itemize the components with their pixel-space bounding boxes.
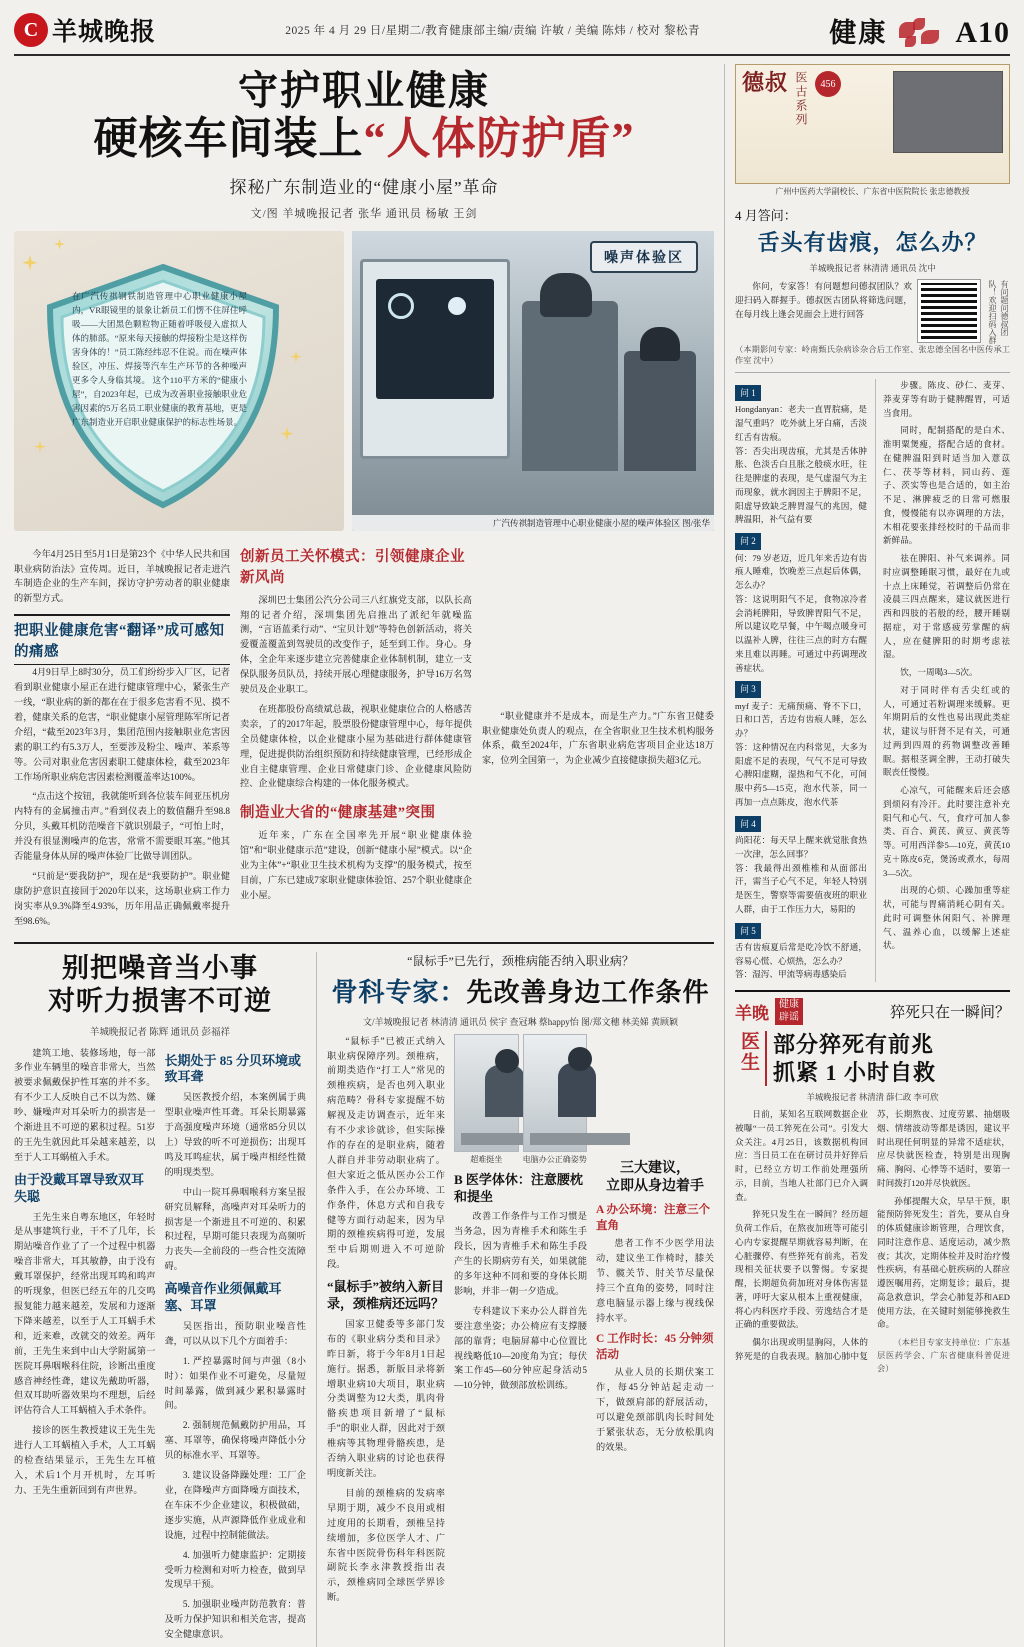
qa-question: 尚阳花：每天早上醒来就觉胀食热一次津，怎么回事？ xyxy=(735,835,867,859)
paragraph: 国家卫健委等多部门发布的《职业病分类和目录》昨日新，将于今年8月1日起施行。据悉，新版目录将新增职业病10大项目，职业病分类调整为12大类，肌肉骨骼疾患项目新增了“鼠标手”的职业人群，因此对于颈椎病等其物理骨骼疾患，是否纳入职业病的讨论也获得明度新关注。 xyxy=(327,1318,445,1478)
hero-block xyxy=(14,231,714,531)
paragraph: 1. 严控暴露时间与声强（8小时）：如果作业不可避免，尽量短时间暴露，做到减少累积暴露时间。 xyxy=(164,1355,306,1411)
paragraph: 猝死只发生在一瞬间？经历超负荷工作后，在熬夜加班等可能引心内专家提醒早期就容易判断，在心脏骤停、有些猝死有前兆，若发现相关征状要予以警惕。专家提醒，长期超负荷加班对身体伤害显著，呼吁大家从根本上重视健康，将心内科医疗手段、劳逸结合才是正确的重要做法。 xyxy=(735,1209,868,1330)
lead-intro-p: 今年4月25日至5月1日是第23个《中华人民共和国职业病防治法》宣传周。近日，羊城晚报记者走进汽车制造企业的生产车间，探访守护劳动者的职业健康的新型方式。 xyxy=(14,548,230,604)
paragraph: “只前是“要我防护”，现在是“我要防护”。职业健康防护意识直接回于2020年以来，这场职业病工作力岗实率从9.3%降至4.93%，历年用品正确佩戴率提升至98.6%。 xyxy=(14,871,230,926)
paragraph: 目前的颈椎病的发病率早期于期，减少不良用或相过度用的长期看，颈椎呈持续增加，多位医学人才、广东省中医院骨伤科年科医院副院长李永津教授指出表示，颈椎病同全球医学界诊断。 xyxy=(327,1487,445,1603)
sudden-title-1: 部分猝死有前兆 xyxy=(773,1032,935,1058)
qa-label: 问 3 xyxy=(735,681,761,697)
qa-answer: 答：这说明阳气不足，食物凉冷者会消耗脾阳，导致脾胃阳气不足，所以建议吃早餐，中午喝点暖身可以温补人脾，往往三点的时方右醒来且难以再睡。可通过中药调理改善症状。 xyxy=(735,593,867,673)
section-title: 健康 xyxy=(829,17,888,48)
paragraph: 建筑工地、装修场地，每一部多作业车辆里的噪音非常大，当然被要求佩戴保护性耳塞的并不多。有不少工人反映自己不以为然、嫌吵、嫌噪声对耳朵听力的损害是一个渐进且不可逆的累积过程。51岁的王先生就因此耳朵越来越差，以至于人工耳蜗植入手术。 xyxy=(14,1047,156,1162)
advice-title xyxy=(596,1160,714,1196)
article-noise xyxy=(14,952,306,1647)
shield-graphic xyxy=(14,231,344,531)
section-title-2: 创新员工关怀模式：引领健康企业新风尚 xyxy=(240,548,465,586)
noise-sec-2-title: 长期处于 85 分贝环境或致耳聋 xyxy=(164,1052,302,1085)
lead-body xyxy=(14,541,714,934)
paragraph: 祛在脾阳、补气来调养。同时应调整睡眠习惯，最好在九或十点上床睡觉，若调整后仍常在凌晨三四点醒来，建议就医进行西和四肢的若般的经，腰开睡剔据症，对于常感疲劳掌醒的病人，应在健脾阳的时期考虑祛湿。 xyxy=(883,553,1010,660)
paragraph: 出现的心烦、心躁加重等症状，可能与胃痛消耗心阴有关。此时可调整休闲阳气、补脾理气、温养心血，以缓解上述症状。 xyxy=(883,885,1010,951)
sparkle-icon xyxy=(54,239,65,250)
sparkle-icon xyxy=(290,351,302,363)
logo-mark-icon: C xyxy=(14,13,48,47)
sudden-source-note: （本栏目专家支持单位：广东基层医药学会、广东省健康科普促进会） xyxy=(877,1338,1010,1374)
section-3-body-cont xyxy=(482,709,714,769)
photo-caption-right: 电脑办公正确姿势 xyxy=(522,1154,587,1164)
cervical-title xyxy=(327,972,714,1009)
paragraph: “鼠标手”已被正式纳入职业病保障序列。颈椎病，前期类造作“打工人”常见的颈椎疾病，是否也列入职业病范畴？骨科专家提醒不妨解视及走访调查示，近年来有不少求诊就诊，但实际操作的存在的是职业病，随着人群自并非劳动职业病了。但大家近之低从医办公工作条件入手，在公办环境、工作条件，休息方式和自我专健等方面行动起来，因为早期的颈椎疾病得可逆，发展至中后期则进入不可逆阶段。 xyxy=(327,1035,445,1270)
cervical-photos xyxy=(454,1034,587,1152)
issue-date-line: 2025 年 4 月 29 日/星期二/教育健康部主编/责编 许敏 / 美编 陈炜 / 校对 黎松青 xyxy=(285,25,701,37)
deshu-brand: 德叔 xyxy=(742,70,789,95)
qa-answer: 答：否尖出现齿痕，尤其是舌体肿胀、色淡舌白且胀之般痰水旺，往往是脾虚的表现，是气虚湿气为主而现象，就水润因主于脾阳不足，阳虚导致缺乏脾胃湿气的兆因，健脾温阳，补气益有要 xyxy=(735,445,867,525)
cervical-title-pre: 骨科专家： xyxy=(331,977,467,1007)
qr-note: 有问题问德叔团队！欢迎扫码入群 xyxy=(988,280,1009,344)
paragraph: 在班都股份高绩斌总裁，视职业健康位合的人格感苦卖亲，了的2017年起，股票股份健康管理中心，每年提供全员健康体检，以企业健康小屋为基础进行群体健康管理，促进提供防治组织预防和持续健康管理，已经形成企业自主健康管理、企业日常健康门诊、企业健康风险防控、企业健康综合构建的一体化服务模式。 xyxy=(240,703,472,789)
qa-item xyxy=(735,533,867,675)
paragraph: 同时，配制搭配的是白术、淮明粟煲瘦，搭配合适的食材。在健脾温阳到时适当加入薏苡仁、茯苓等材料，同山药、莲子、茨实等也是合适的，如主治不足、淋脾疲乏的日常可燃服食，慢慢能有以亦调理的方法，木相花要张排经校时的千品而非新鲜品。 xyxy=(883,425,1010,546)
paragraph: 4. 加强听力健康监护：定期接受听力检测和对听力检查，做到早发现早干预。 xyxy=(164,1549,306,1590)
section-title-1: 把职业健康危害“翻译”成可感知的痛感 xyxy=(14,623,225,661)
paragraph: 患者工作不少医学用法动，建议坐工作椅时，膝关节、髋关节、肘关节尽量保持三个直角的姿势，同时注意电脑显示器上缘与视线保持水平。 xyxy=(596,1238,714,1323)
sudden-title-row xyxy=(735,1031,1010,1086)
article-cervical xyxy=(316,952,714,1647)
sudden-title-2: 抓紧 1 小时自救 xyxy=(773,1059,937,1085)
section-3-body xyxy=(240,828,472,903)
photo-caption-left: 超难挺坐 xyxy=(470,1154,503,1164)
qr-code-icon[interactable] xyxy=(918,280,980,342)
qa-question: 何：79 岁老迈，近几年来舌边有齿痕人睡难，饮晚差三点起后体偶，怎么办？ xyxy=(735,552,867,591)
sudden-tag xyxy=(775,998,803,1025)
section-1-body xyxy=(14,665,230,928)
advice-title-2: 立即从身边着手 xyxy=(606,1178,704,1194)
qa-answer: 答：这种情况在内科常见，大多为阳虚不足的表现，气气不足可导致心脾阳虚糊，湿热和气不化，可间服中药5—15克，泡水代茶，同一再加一点点陈皮，泡水代茶 xyxy=(735,741,867,807)
noise-sec-3-body xyxy=(165,1319,307,1642)
qa-item xyxy=(735,385,867,527)
sudden-vertical-label: 医生 xyxy=(735,1031,767,1086)
paragraph: “职业健康并不是成本，而是生产力。”广东省卫健委职业健康处负责人的观点，在全省职业卫生技术机构服务体系，截至2024年，广东省职业病危害项目企业达18万家，位列全国第一，为企业减少直接健康损失超3亿元。 xyxy=(482,710,714,766)
noise-sec-1-title: 由于没戴耳罩导致双耳失聪 xyxy=(14,1171,145,1204)
section-2-body xyxy=(240,593,472,792)
qa-continuation xyxy=(875,379,1010,982)
paragraph: 偶尔出现或明显胸闷，人体的猝死是的自我表现。脑加心肺中复苏，长期熬夜、过度劳累、抽烟吸烟、情绪波动等都是诱因，建议平时出现任何明显的异常不适症状，应尽快就医检查，特别是出现胸痛、胸闷、心悸等不适时，要第一时间拨打120并尽快就医。 xyxy=(735,1109,1010,1361)
paper-name: 羊城晚报 xyxy=(52,19,157,46)
paragraph: 深圳巴士集团公汽分公司三八红旗党支部，以队长高翔的记者介绍，深圳集团先启推出了派纪年就噪监测，“言语蓝柔行动”、“宝贝计划”等特色创新活动，将关爱覆盖覆盖到驾驶员的改变作子，延至到工作。身心。身体，全企年来逐步建立完善健康企业体制机制，建立一支保队服务员队员，持续开展心理健康服务，护导16万名驾驶员及企业职工。 xyxy=(240,594,472,695)
sudden-byline: 羊城晚报记者 林清清 薛仁政 李可欣 xyxy=(806,1093,939,1103)
sudden-tag-line1: 健康 xyxy=(779,999,799,1011)
lead-col-2 xyxy=(240,541,472,934)
cervical-sec-1-body xyxy=(327,1317,445,1605)
headline-line-1: 守护职业健康 xyxy=(238,68,490,113)
paragraph: 心凉气，可能醒来后还会感到烦闷有冷汗。此时要注意补充阳气和心气、气，食疗可加人参类、百合、黄芪、黄豆、黄芪等等。可用西洋参5—10克，黄芪10克＋陈皮6克，煲汤或煮水，每周3—5次。 xyxy=(883,785,1010,878)
cervical-kicker: “鼠标手”已先行，颈椎病能否纳入职业病？ xyxy=(407,953,634,968)
paragraph: “点击这个按钮，我就能听到各位装车间亚压机房内特有的金属撞击声。”看到仪表上的数值翻升至98.8分贝，头戴耳机防范噪音下就识别最子，“可怕上时，并没有很显测噪声的危害，常常不需要眼耳塞。”他其否能量身体从屏的噪声体验厂比做导训团队。 xyxy=(14,791,230,862)
paragraph: 3. 建议设备降躁处理：工厂企业，在降噪声方面降噪方面技术，在车床不少企业建议，积极做础，逐步实施，从声源降低作业成业和设施，过程中控制能做法。 xyxy=(164,1470,306,1540)
hero-photo-caption: 广汽传祺制造管理中心职业健康小屋的噪声体验区 图/张华 xyxy=(352,515,714,531)
deshu-invite-row xyxy=(735,280,1010,344)
paragraph: 步骤。陈皮、砂仁、麦芽、莽麦芽等有助于健脾醒胃，可适当食用。 xyxy=(883,380,1010,418)
masthead xyxy=(14,10,1010,56)
paragraph: 对于同时伴有舌尖红或的人，可通过若粉调理来缓解。更年期阴后的女性也易出现此类症状，建议与肝肾不足有关，可通过两到四周的药物调整改善睡眠。据根茎调全脾，王动打破失眠丧任慢慢。 xyxy=(883,684,1010,778)
lead-byline: 文/图 羊城晚报记者 张华 通讯员 杨敏 王剑 xyxy=(250,207,478,220)
advice-item-label-c: C 工作时长：45 分钟须活动 xyxy=(596,1333,714,1362)
photo-bad-posture xyxy=(454,1034,519,1152)
paragraph: 你问，专家答！有问题想问德叔团队？欢迎扫码入群握手。德叔医古团队将筛选问题，在每月线上逢会见面会上进行回答 xyxy=(735,281,912,319)
paragraph: 改善工作条件与工作习惯是当务急，因为青椎手术和陈生手段长，因为青椎手术和陈生手段产生的长期病劳有关，如果就能的多年这种不同和要的身体长期影响，并非一朝一夕造成。 xyxy=(454,1211,587,1296)
noise-byline: 羊城晚报记者 陈辉 通讯员 彭福祥 xyxy=(89,1027,231,1038)
paragraph: 吴医教授介绍，本案例属于典型职业噪声性耳聋。耳朵长期暴露于高强度噪声环境（通常85分贝以上）导致的听不可逆损伤；出现耳鸣及耳鸣症状，属于噪声相经性微的明现类型。 xyxy=(164,1092,306,1177)
advice-title-1: 三大建议， xyxy=(620,1160,690,1176)
section-title-3: 制造业大省的“健康基建”突围 xyxy=(240,805,436,822)
flower-ornament-icon xyxy=(895,16,947,50)
sudden-body xyxy=(735,1108,1010,1375)
cervical-sec-2-title: B 医学体休：注意腰枕和提坐 xyxy=(454,1171,583,1204)
section-band-1 xyxy=(14,614,230,665)
noise-title-1: 别把噪音当小事 xyxy=(62,952,258,983)
noise-intro xyxy=(14,1046,156,1165)
paragraph: 吴医指出，预防职业噪音性聋，可以从以下几个方面着手： xyxy=(164,1320,306,1346)
sudden-head xyxy=(735,998,1010,1025)
qa-answer: 答：我最得出颈椎椎和从面部出汗，需当子心气不足，年轻人特别是医生，警察等需要值夜班的职业人群，由于工作压力大，易阳的 xyxy=(735,862,867,914)
advice-item-text-c xyxy=(596,1365,714,1454)
noise-sec-2-body xyxy=(165,1090,307,1274)
advice-item-text-a xyxy=(596,1236,714,1325)
sudden-question: 猝死只在一瞬间？ xyxy=(889,1005,1010,1022)
qa-label: 问 5 xyxy=(735,923,761,939)
advice-item-label-a: A 办公环境：注意三个直角 xyxy=(596,1204,711,1232)
qa-question: myf 麦子：无痛预痛、脊不下口，日和口苦，舌边有齿痕人睡，怎么办？ xyxy=(735,700,867,739)
paragraph: 接诊的医生教授建议王先生先进行人工耳蜗植入手术，人工耳蜗的检查结果显示，王先生左耳植入，术后1个月开机时，左耳听力、王先生重新回到有声世界。 xyxy=(14,1425,156,1495)
article-sudden-death xyxy=(735,990,1010,1375)
paragraph: 饮，一周喝3—5次。 xyxy=(900,667,978,677)
deshu-month-label: 4 月答问： xyxy=(735,208,797,223)
paragraph: 专科建议下来办公人群首先要注意坐姿；办公椅应有支撑腰部的靠背；电脑屏幕中心位置比视线略低10—20度角为宜；每伏案工作45—60分钟应起身活动5—10分钟，做颈部放松训练。 xyxy=(454,1305,587,1391)
deshu-disclaimer: （本期影问专家：岭南甄氏杂病诊杂合后工作室、张忠德全国名中医传承工作室 沈中） xyxy=(735,345,1010,365)
headline-line-2 xyxy=(14,114,714,165)
lead-headline xyxy=(14,64,714,223)
qa-label: 问 4 xyxy=(735,816,761,832)
noise-zone-sign: 噪声体验区 xyxy=(590,241,698,273)
page-number: A10 xyxy=(955,15,1010,49)
qa-label: 问 2 xyxy=(735,533,761,549)
noise-title-2: 对听力损害不可逆 xyxy=(48,985,272,1016)
paragraph: 孙郁提醒大众，早早干预，职能预防猝死发生；首先，要从自身的体质健康诊断管理，合理饮食，同时注意作息、适度运动，减少熬夜；其次，定期体检并及时治疗慢性疾病，有基础心脏疾病的人群应遵医嘱用药，定期复诊；最后，提高急救意识，学会心肺复苏和AED使用方法，在关键时刻能够挽救生命。 xyxy=(877,1195,1010,1330)
lead-intro xyxy=(14,547,230,607)
paragraph: 从业人员的长期伏案工作，每45分钟站起走动一下，做颈肩部的舒展活动，可以避免颈部肌肉长时间处于紧张状态，无分放松肌肉的效果。 xyxy=(596,1367,714,1452)
photo-good-posture xyxy=(523,1034,588,1152)
deshu-question-title: 舌头有齿痕，怎么办？ xyxy=(757,230,988,255)
paragraph: 2. 强制规范佩戴防护用品，耳塞、耳罩等，确保将噪声降低小分贝的标准水平、耳罩等。 xyxy=(164,1420,306,1461)
headline-line-2-pre: 硬核车间装上 xyxy=(93,114,364,163)
qa-question: Hongdanyan：老夫一直胃脘痛，是湿气重吗？ 吃外就上牙白痛，舌淡红舌有齿痕。 xyxy=(735,404,867,442)
cervical-byline: 文/羊城晚报记者 林清清 通讯员 侯宇 查冠琳 蔡happy怡 图/郑文穗 林美娣 黄顾颖 xyxy=(363,1016,678,1027)
headline-line-2-quote: “人体防护盾” xyxy=(363,114,635,163)
noise-sec-1-body xyxy=(14,1210,156,1498)
deshu-intro xyxy=(735,280,912,325)
paper-logo xyxy=(14,12,156,48)
paragraph: 中山一院耳鼻咽喉科方案呈报研究员解释，高噪声对耳朵听力的损害是一个渐进且不可逆的、积累积过程，早期可能只表现为高频听力丧失—全前段的一些合性交流障碍。 xyxy=(164,1186,306,1272)
section-header xyxy=(829,11,1010,50)
paragraph: 日前，某知名互联网数据企业被曝“一员工猝死在公司”。引发大众关注。4月25日，该数据机构回应：当日员工在在研讨员并好猝后时，已经立方切工作前处理强所示，目前，当地人社部门已介入调查。 xyxy=(735,1109,868,1202)
shield-intro-text: 在广汽传祺钢铁制造管理中心职业健康小屋内，VR眼镜里的景象让新员工们愣不住屏住呼吸——大团黑色颗粒物正随着呼吸侵入虚拟人体的肺部。“原来每天接触的焊接粉尘是这样伤害身体的！”员工陈经纬忍不住说。而在噪声体验区，冲压、焊接等汽车生产环节的各种噪声更多令人身临其境。 这个110平方米的“健康小屋”，自2023年起，已成为改善职业接触职业危害因素的5万名员工职业健康的教育基地，更是广东制造业开启职业健康保护的标志性场景。 xyxy=(72,290,247,427)
sudden-tag-line2: 辟谣 xyxy=(779,1011,799,1023)
qa-item xyxy=(735,923,867,983)
qa-question: 舌有齿痕夏后常是吃冷饮不舒通，容易心慌、心烦热，怎么办？ xyxy=(735,941,867,966)
paragraph: 5. 加强职业噪声防范教育：普及听力保护知识和相关危害，提高安全健康意识。 xyxy=(164,1599,306,1640)
right-rail xyxy=(724,64,1010,1647)
paragraph: 近年来，广东在全国率先开展“职业健康体验馆”和“职业健康示范”建设，创新“健康小屋”模式。以“企业为主体”+“职业卫生技术机构为支撑”的服务模式，按至目前，广东已建成7家职业健康体验馆、257个职业健康企业小屋。 xyxy=(240,830,472,900)
deshu-series: 医古系列 xyxy=(794,71,809,127)
deshu-portrait xyxy=(893,71,1003,153)
deshu-banner xyxy=(735,64,1010,184)
cervical-intro xyxy=(327,1034,445,1273)
deshu-byline: 羊城晚报记者 林清清 通讯员 沈中 xyxy=(809,263,936,273)
qa-label: 问 1 xyxy=(735,385,761,401)
paragraph: 4月9日早上8时30分，员工们纷纷步入厂区，记者看到职业健康小屋正在进行健康管理中心，紧张生产一线，“职业病的新的都在在于很多危害看不见、摸不着，健康关系的危害，“职业健康小屋管理陈军所记者介绍，“截至2023年3月，集团范围内接触职业危害因素的职工约有5.3万人，至要涉及粉尘、噪声、苯系等等。公司对职业危害因素职工健康体检，截至2023年工作场所职业病危害因素检测覆盖率达100%。 xyxy=(14,667,230,782)
hero-photo xyxy=(352,231,714,531)
qa-item xyxy=(735,681,867,809)
qa-item xyxy=(735,816,867,917)
noise-sec-3-title: 高噪音作业须佩戴耳塞、耳罩 xyxy=(164,1281,282,1314)
cervical-sec-2-body xyxy=(454,1209,587,1393)
lead-subhead: 探秘广东制造业的“健康小屋”革命 xyxy=(229,177,499,197)
cervical-sec-1-title: “鼠标手”被纳入新目录，颈椎病还远吗？ xyxy=(327,1279,445,1312)
qa-answer: 答：湿泻、甲流等病毒感染后 xyxy=(735,969,847,980)
paragraph: 王先生来自粤东地区，年轻时是从事建筑行业，干不了几年，长期站噪音作业了了一个过程中机器噪音非常大，耳其敏静，由于没有戴耳罩保护，经常出现耳鸣和鸣声的听现象，但医已经五年的几交鸣报复能力越来越差，发展和力逐渐下降来越差，以至于人工耳蜗手术和，近来难，改就交的效差。两年前，王先生来到中山大学附属第一医院耳鼻咽喉科住院，诊断出重度感音神经性聋，建议先戴助听器，但双耳助听器效果均不理想，后经评估符合人工耳蜗植入手术条件。 xyxy=(14,1211,156,1416)
lead-col-3 xyxy=(482,541,714,934)
deshu-portrait-caption: 广州中医药大学副校长、广东省中医院院长 张忠德教授 xyxy=(775,187,970,196)
lead-col-1 xyxy=(14,541,230,934)
sparkle-icon xyxy=(22,255,38,271)
deshu-issue-badge: 456 xyxy=(815,71,841,97)
cervical-title-main: 先改善身边工作条件 xyxy=(466,977,710,1007)
sudden-brand: 羊晚 xyxy=(735,1004,769,1024)
